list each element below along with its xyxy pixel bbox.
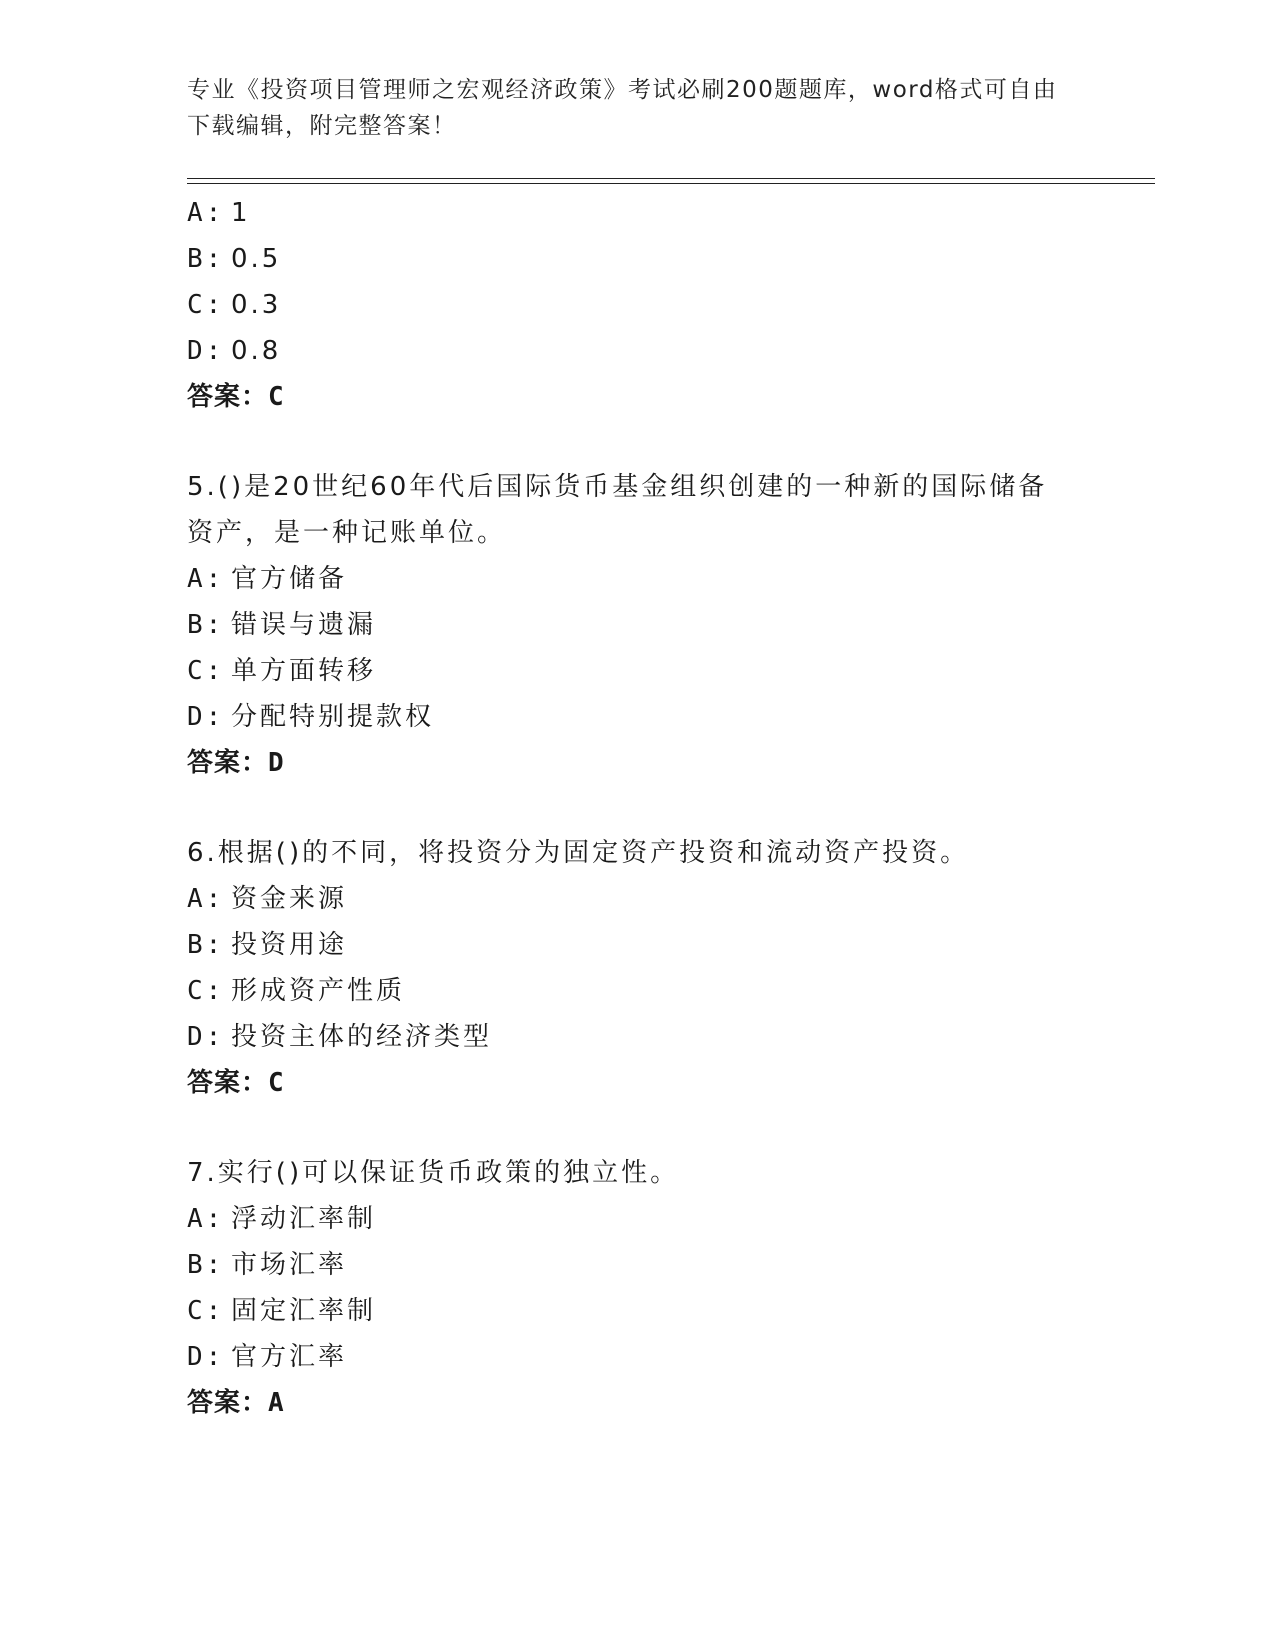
question-5 [187, 464, 1155, 786]
option-text: 单方面转移 [231, 656, 377, 686]
option-d [187, 1014, 1155, 1060]
option-key: A: [187, 884, 225, 914]
option-key: C: [187, 1296, 225, 1326]
spacer [187, 1106, 1155, 1150]
option-text: 投资主体的经济类型 [231, 1022, 493, 1052]
option-key: D: [187, 1342, 225, 1372]
option-key: C: [187, 656, 225, 686]
option-text: 0.3 [231, 290, 282, 320]
question-7 [187, 1150, 1155, 1426]
document-header [187, 72, 1087, 144]
option-d [187, 694, 1155, 740]
answer-value: C [268, 1068, 285, 1098]
header-line-1: 专业《投资项目管理师之宏观经济政策》考试必刷200题题库，word格式可自由 [187, 77, 1058, 103]
answer-line [187, 1380, 1155, 1426]
answer-value: A [268, 1388, 285, 1418]
option-b [187, 922, 1155, 968]
option-text: 1 [231, 198, 251, 228]
option-a [187, 190, 1155, 236]
option-c [187, 282, 1155, 328]
answer-line [187, 1060, 1155, 1106]
option-key: B: [187, 1250, 225, 1280]
question-stem-line: 5.()是20世纪60年代后国际货币基金组织创建的一种新的国际储备 [187, 472, 1048, 502]
option-key: B: [187, 244, 225, 274]
option-key: C: [187, 290, 225, 320]
question-stem [187, 464, 1155, 556]
question-stem-line: 7.实行()可以保证货币政策的独立性。 [187, 1158, 680, 1188]
question-stem-line: 6.根据()的不同，将投资分为固定资产投资和流动资产投资。 [187, 838, 970, 868]
answer-line [187, 740, 1155, 786]
header-divider-top [187, 178, 1155, 179]
option-c [187, 648, 1155, 694]
option-text: 浮动汇率制 [231, 1204, 377, 1234]
spacer [187, 420, 1155, 464]
option-key: D: [187, 1022, 225, 1052]
option-b [187, 1242, 1155, 1288]
option-a [187, 876, 1155, 922]
option-text: 错误与遗漏 [231, 610, 377, 640]
question-list [187, 190, 1155, 1426]
option-c [187, 968, 1155, 1014]
option-text: 资金来源 [231, 884, 348, 914]
option-text: 固定汇率制 [231, 1296, 377, 1326]
option-text: 形成资产性质 [231, 976, 406, 1006]
option-key: B: [187, 930, 225, 960]
answer-label: 答案： [187, 382, 269, 412]
option-key: A: [187, 198, 225, 228]
option-text: 官方储备 [231, 564, 348, 594]
answer-label: 答案： [187, 1388, 269, 1418]
option-a [187, 1196, 1155, 1242]
question-stem-line: 资产，是一种记账单位。 [187, 518, 507, 548]
option-key: A: [187, 1204, 225, 1234]
header-divider-bottom [187, 183, 1155, 184]
option-d [187, 1334, 1155, 1380]
option-text: 0.8 [231, 336, 282, 366]
option-b [187, 236, 1155, 282]
answer-line [187, 374, 1155, 420]
question-6 [187, 830, 1155, 1106]
answer-label: 答案： [187, 1068, 269, 1098]
option-text: 分配特别提款权 [231, 702, 435, 732]
option-text: 市场汇率 [231, 1250, 348, 1280]
option-text: 0.5 [231, 244, 282, 274]
option-a [187, 556, 1155, 602]
option-b [187, 602, 1155, 648]
question-stem [187, 1150, 1155, 1196]
answer-value: C [268, 382, 285, 412]
option-key: B: [187, 610, 225, 640]
option-text: 投资用途 [231, 930, 348, 960]
answer-label: 答案： [187, 748, 269, 778]
option-key: C: [187, 976, 225, 1006]
spacer [187, 786, 1155, 830]
continued-question [187, 190, 1155, 420]
question-stem [187, 830, 1155, 876]
answer-value: D [268, 748, 285, 778]
option-key: D: [187, 702, 225, 732]
option-text: 官方汇率 [231, 1342, 348, 1372]
option-d [187, 328, 1155, 374]
option-key: A: [187, 564, 225, 594]
option-key: D: [187, 336, 225, 366]
option-c [187, 1288, 1155, 1334]
header-line-2: 下载编辑，附完整答案！ [187, 113, 457, 139]
